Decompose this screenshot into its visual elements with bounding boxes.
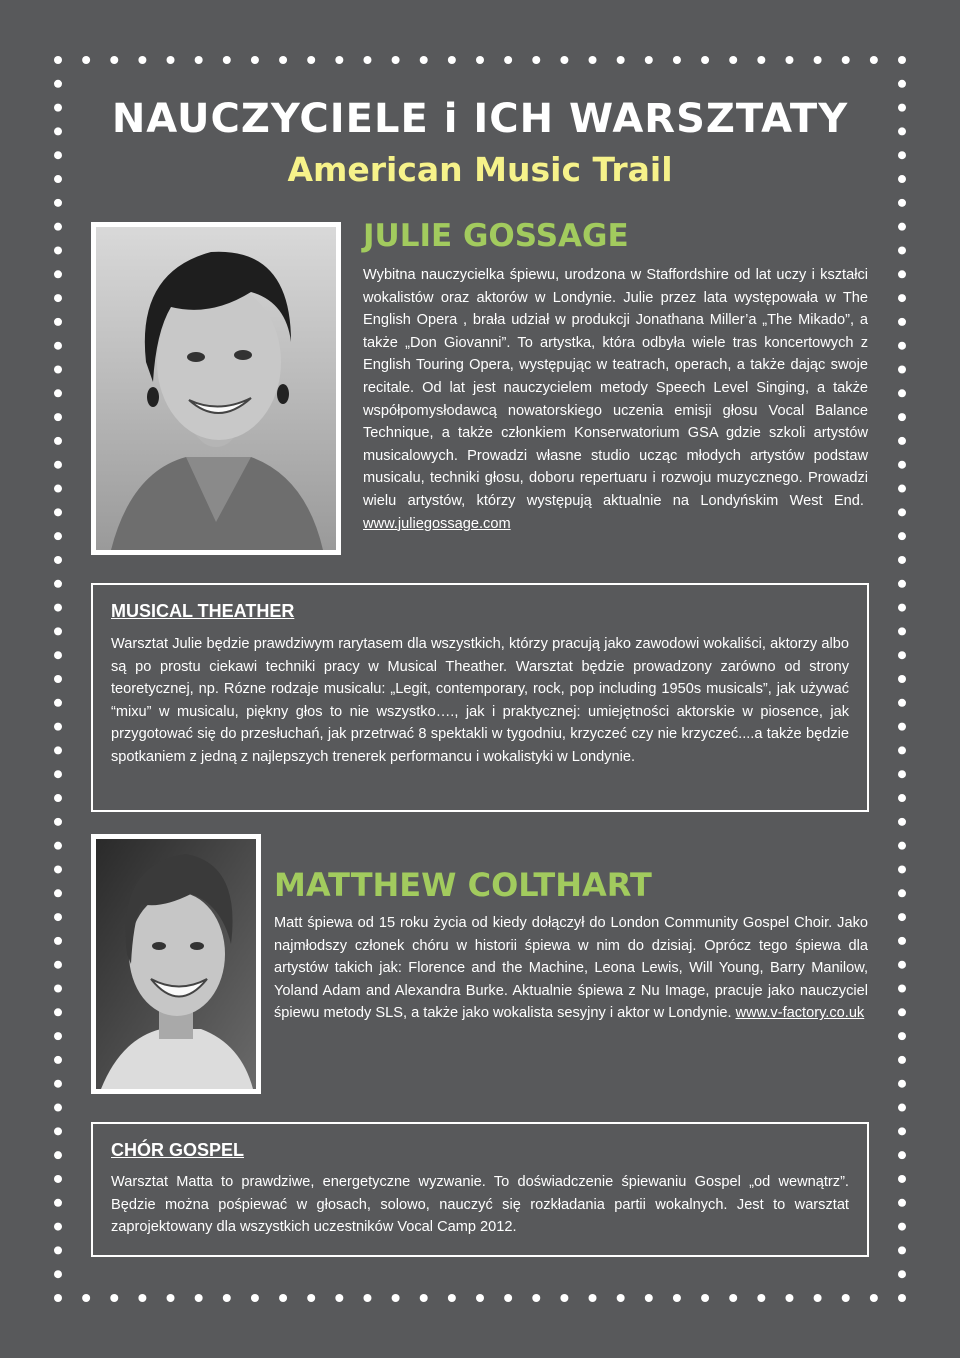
border-dot [54,56,62,64]
border-dot [842,56,850,64]
page-subtitle: American Music Trail [287,150,673,189]
border-dot [898,937,906,945]
julie-gossage-photo [91,222,341,555]
border-dot [54,199,62,207]
border-dot [54,1270,62,1278]
matthew-colthart-photo [91,834,261,1094]
border-dot [898,389,906,397]
border-dot [898,889,906,897]
border-dot [729,56,737,64]
border-dot [898,318,906,326]
border-dot [898,985,906,993]
border-dot [898,913,906,921]
border-dot [842,1294,850,1302]
border-dot [307,1294,315,1302]
teacher2-name: MATTHEW COLTHART [274,866,652,904]
border-dot [54,389,62,397]
border-dot [898,1151,906,1159]
border-dot [54,508,62,516]
border-dot [195,56,203,64]
border-dot [757,1294,765,1302]
border-dot [54,770,62,778]
border-dot [898,294,906,302]
border-dot [54,461,62,469]
border-dot [785,1294,793,1302]
border-dot [898,485,906,493]
border-dot [110,56,118,64]
border-dot [898,56,906,64]
border-dot [54,961,62,969]
border-dot [251,56,259,64]
border-dot [54,1056,62,1064]
border-dot [673,56,681,64]
border-dot [898,675,906,683]
teacher2-bio [274,912,868,1025]
border-dot [54,294,62,302]
border-dot [54,1199,62,1207]
border-dot [898,1080,906,1088]
border-dot [54,985,62,993]
border-dot [54,794,62,802]
border-dot [898,865,906,873]
border-dot [589,1294,597,1302]
border-dot [363,56,371,64]
border-dot [54,532,62,540]
border-dot [898,366,906,374]
border-dot [898,80,906,88]
workshop2-box [91,1122,869,1257]
teacher1-bio [363,264,868,535]
workshop2-heading: CHÓR GOSPEL [111,1140,245,1160]
border-dot [898,461,906,469]
page-title: NAUCZYCIELE i ICH WARSZTATY [111,96,849,142]
border-dot [279,1294,287,1302]
border-dot [54,1223,62,1231]
border-dot [898,223,906,231]
border-dot [898,961,906,969]
border-dot [814,56,822,64]
border-dot [420,56,428,64]
border-dot [195,1294,203,1302]
workshop1-text: Warsztat Julie będzie prawdziwym rarytasem dla wszystkich, którzy pracują jako zawodowi wokaliści, aktorzy albo są po prostu ciekawi techniki pracy w Musical Theather. Warsztat będzie prowadzony zarówno od strony teoretycznej, np. Rózne rodzaje musicalu: „Legit, contemporary, rock, pop including 1950s musicals”, jak używać “mixu” w musicalu, piękny głos to nie wszystko…., jak i praktycznej: umiejętności aktorskie w piosence, jak przygotować się do przesłuchań, jak przetrwać 8 spektakli w tygodniu, krzyczeć czy nie krzyczeć....a także będzie spotkaniem z jedną z najlepszych trenerek performancu i wokalistyki w Londynie. [111,636,849,765]
border-dot [645,56,653,64]
border-dot [420,1294,428,1302]
border-dot [898,842,906,850]
border-dot [54,437,62,445]
border-dot [392,1294,400,1302]
border-dot [54,1080,62,1088]
border-dot [54,1104,62,1112]
border-dot [448,1294,456,1302]
border-dot [54,889,62,897]
teacher1-name: JULIE GOSSAGE [363,218,629,254]
border-dot [560,1294,568,1302]
border-dot [898,746,906,754]
border-dot [617,56,625,64]
border-dot [673,1294,681,1302]
border-dot [898,437,906,445]
border-dot [898,1127,906,1135]
border-dot [54,1294,62,1302]
border-dot [223,56,231,64]
border-dot [223,1294,231,1302]
border-dot [898,1246,906,1254]
border-dot [898,1199,906,1207]
border-dot [589,56,597,64]
border-dot [476,1294,484,1302]
border-dot [729,1294,737,1302]
border-dot [870,1294,878,1302]
border-dot [54,913,62,921]
border-dot [110,1294,118,1302]
teacher2-website-link[interactable]: www.v-factory.co.uk [735,1005,865,1022]
border-dot [138,1294,146,1302]
border-dot [82,1294,90,1302]
border-dot [560,56,568,64]
border-dot [898,413,906,421]
border-dot [54,1127,62,1135]
border-dot [898,342,906,350]
border-dot [279,56,287,64]
border-dot [898,651,906,659]
border-dot [54,246,62,254]
border-dot [898,270,906,278]
border-dot [898,1270,906,1278]
border-dot [898,1008,906,1016]
border-dot [898,1175,906,1183]
border-dot [757,56,765,64]
border-dot [898,604,906,612]
border-dot [251,1294,259,1302]
border-dot [54,937,62,945]
border-dot [617,1294,625,1302]
border-dot [54,80,62,88]
workshop2-text: Warsztat Matta to prawdziwe, energetyczne wyzwanie. To doświadczenie śpiewaniu Gospel „od wewnątrz”. Będzie można pośpiewać w głosach, solowo, nauczyć się rozkładania partii wokalnych. Jest to warsztat zaprojektowany dla wszystkich uczestników Vocal Camp 2012. [111,1174,849,1236]
border-dot [54,1008,62,1016]
border-dot [54,842,62,850]
border-dot [54,270,62,278]
border-dot [363,1294,371,1302]
border-dot [335,1294,343,1302]
border-dot [54,366,62,374]
border-dot [898,199,906,207]
border-dot [54,413,62,421]
border-dot [54,1151,62,1159]
border-dot [532,56,540,64]
teacher2-bio-text: Matt śpiewa od 15 roku życia od kiedy dołączył do London Community Gospel Choir. Jako najmłodszy członek chóru w historii śpiewa w nim do dzisiaj. Oprócz tego śpiewa dla artystów takich jak: Florence and the Machine, Leona Lewis, Will Young, Barry Manilow, Yoland Adam and Alexandra Burke. Aktualnie śpiewa z Nu Image, pracuje jako nauczyciel śpiewu metody SLS, a także jako wokalista sesyjny i aktor w Londynie. [274,915,868,1022]
workshop1-heading: MUSICAL THEATHER [111,601,295,621]
border-dot [448,56,456,64]
border-dot [870,56,878,64]
border-dot [898,1104,906,1112]
border-dot [898,1294,906,1302]
teacher1-bio-text: Wybitna nauczycielka śpiewu, urodzona w Staffordshire od lat uczy i kształci wokalistów oraz aktorów w Londynie. Julie przez lata występowała w The English Opera , brała udział w produkcji Jonathana Miller’a „The Mikado”, a także „Don Giovanni”. To artystka, która odbyła wiele tras koncertowych z English Touring Opera, występując w teatrach, operach, a także dając swoje recitale. Od lat jest nauczycielem metody Speech Level Singing, a także współpomysłodawcą nowatorskiego uczenia emisji głosu Vocal Balance Technique, a także członkiem Konserwatorium GSA gdzie szkoli artystów musicalowych. Prowadzi własne studio ucząc młodych artystów podstaw musicalu, techniki głosu, doboru repertuaru i rozwoju muzycznego. Prowadzi wielu artystów, którzy występują aktualnie na Londyńskim West End. [363,267,868,509]
border-dot [54,865,62,873]
border-dot [54,604,62,612]
border-dot [898,627,906,635]
border-dot [167,1294,175,1302]
border-dot [898,770,906,778]
border-dot [54,223,62,231]
border-dot [54,318,62,326]
border-dot [392,56,400,64]
border-dot [898,699,906,707]
border-dot [54,723,62,731]
border-dot [54,675,62,683]
border-dot [898,818,906,826]
border-dot [898,508,906,516]
border-dot [476,56,484,64]
border-dot [785,56,793,64]
border-dot [898,246,906,254]
border-dot [898,1056,906,1064]
border-dot [82,56,90,64]
border-dot [54,556,62,564]
border-dot [814,1294,822,1302]
workshop1-box [91,583,869,812]
border-dot [54,1032,62,1040]
border-dot [898,1223,906,1231]
border-dot [307,56,315,64]
border-dot [54,580,62,588]
border-dot [898,532,906,540]
border-dot [54,342,62,350]
border-dot [504,1294,512,1302]
border-dot [54,485,62,493]
border-dot [54,1175,62,1183]
border-dot [138,56,146,64]
teacher1-website-link[interactable]: www.juliegossage.com [363,515,511,532]
border-dot [701,56,709,64]
border-dot [54,627,62,635]
border-dot [898,794,906,802]
border-dot [898,1032,906,1040]
border-dot [167,56,175,64]
border-dot [504,56,512,64]
border-dot [898,580,906,588]
border-dot [701,1294,709,1302]
border-dot [54,1246,62,1254]
border-dot [898,556,906,564]
border-dot [898,723,906,731]
border-dot [54,651,62,659]
border-dot [54,746,62,754]
border-dot [532,1294,540,1302]
border-dot [54,818,62,826]
border-dot [645,1294,653,1302]
border-dot [335,56,343,64]
border-dot [54,699,62,707]
